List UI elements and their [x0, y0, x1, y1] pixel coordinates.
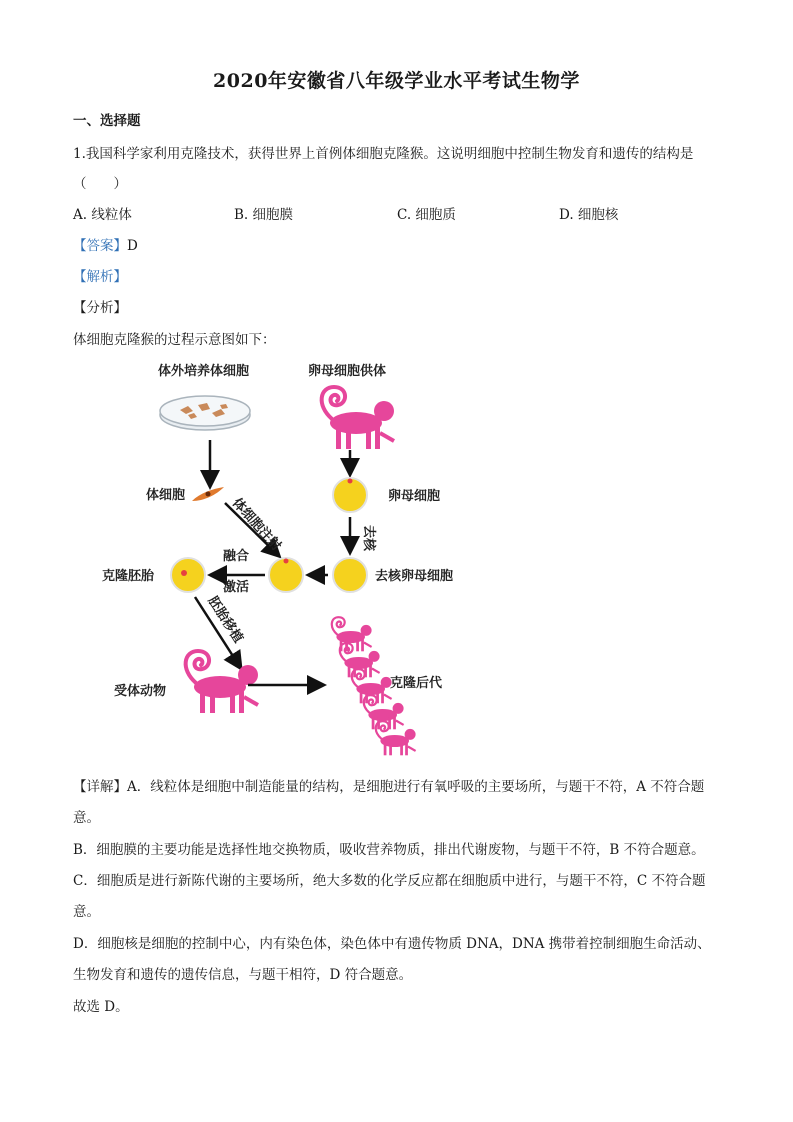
label-enucleate: 去核	[361, 525, 376, 552]
cloning-diagram	[100, 355, 480, 760]
detail-a-line2: 意。	[73, 810, 100, 826]
label-culture: 体外培养体细胞	[158, 364, 250, 379]
detail-label: 【详解】	[73, 779, 127, 795]
section-heading: 一、选择题	[73, 113, 141, 129]
detail-a-text: A．线粒体是细胞中制造能量的结构，是细胞进行有氧呼吸的主要场所，与题干不符，A 不符合题	[127, 779, 705, 795]
label-fusion: 融合	[223, 549, 250, 564]
petri-dish-icon	[160, 396, 250, 430]
detail-c-line2: 意。	[73, 904, 100, 920]
option-a: A. 线粒体	[73, 207, 132, 223]
enucleated-oocyte-icon	[333, 558, 367, 592]
question-paren: （ ）	[73, 176, 127, 192]
detail-c-line1: C．细胞质是进行新陈代谢的主要场所，绝大多数的化学反应都在细胞质中进行，与题干不符，C 不符合题	[73, 873, 706, 889]
analysis-label: 【解析】	[73, 269, 127, 285]
somatic-cell-icon	[192, 487, 224, 501]
label-recipient: 受体动物	[114, 684, 167, 699]
label-activation: 激活	[223, 580, 250, 595]
diagram-intro: 体细胞克隆猴的过程示意图如下：	[73, 332, 276, 348]
fused-cell-icon	[269, 558, 303, 592]
label-embryo: 克隆胚胎	[102, 569, 155, 584]
label-somatic: 体细胞	[146, 488, 186, 503]
page-title: 2020年安徽省八年级学业水平考试生物学	[213, 70, 580, 92]
answer-row	[73, 234, 138, 254]
label-transfer: 胚胎移植	[204, 594, 246, 646]
detail-a-line1	[73, 775, 704, 795]
label-donor: 卵母细胞供体	[308, 364, 387, 379]
label-enucleated-oocyte: 去核卵母细胞	[375, 569, 454, 584]
label-oocyte: 卵母细胞	[388, 489, 441, 504]
option-c: C. 细胞质	[397, 207, 456, 223]
answer-label: 【答案】	[73, 238, 127, 254]
label-injection: 体细胞注射	[229, 495, 284, 554]
question-stem: 1.我国科学家利用克隆技术，获得世界上首例体细胞克隆猴。这说明细胞中控制生物发育和遗传的结构是	[73, 146, 694, 162]
detail-d-line2: 生物发育和遗传的遗传信息，与题干相符，D 符合题意。	[73, 967, 413, 983]
detail-d-line1: D．细胞核是细胞的控制中心，内有染色体，染色体中有遗传物质 DNA，DNA 携带着控制细胞生命活动、	[73, 936, 711, 952]
option-d: D. 细胞核	[559, 207, 619, 223]
option-b: B. 细胞膜	[234, 207, 294, 223]
fenxi-label: 【分析】	[73, 300, 127, 316]
label-offspring: 克隆后代	[390, 676, 443, 691]
cloned-embryo-icon	[171, 558, 205, 592]
donor-monkey-icon	[322, 387, 394, 449]
detail-b-line: B．细胞膜的主要功能是选择性地交换物质，吸收营养物质，排出代谢废物，与题干不符，B 不符合题意。	[73, 842, 705, 858]
oocyte-icon	[333, 478, 367, 512]
recipient-monkey-icon	[186, 651, 258, 713]
answer-value: D	[127, 238, 138, 254]
conclusion: 故选 D。	[73, 999, 129, 1015]
